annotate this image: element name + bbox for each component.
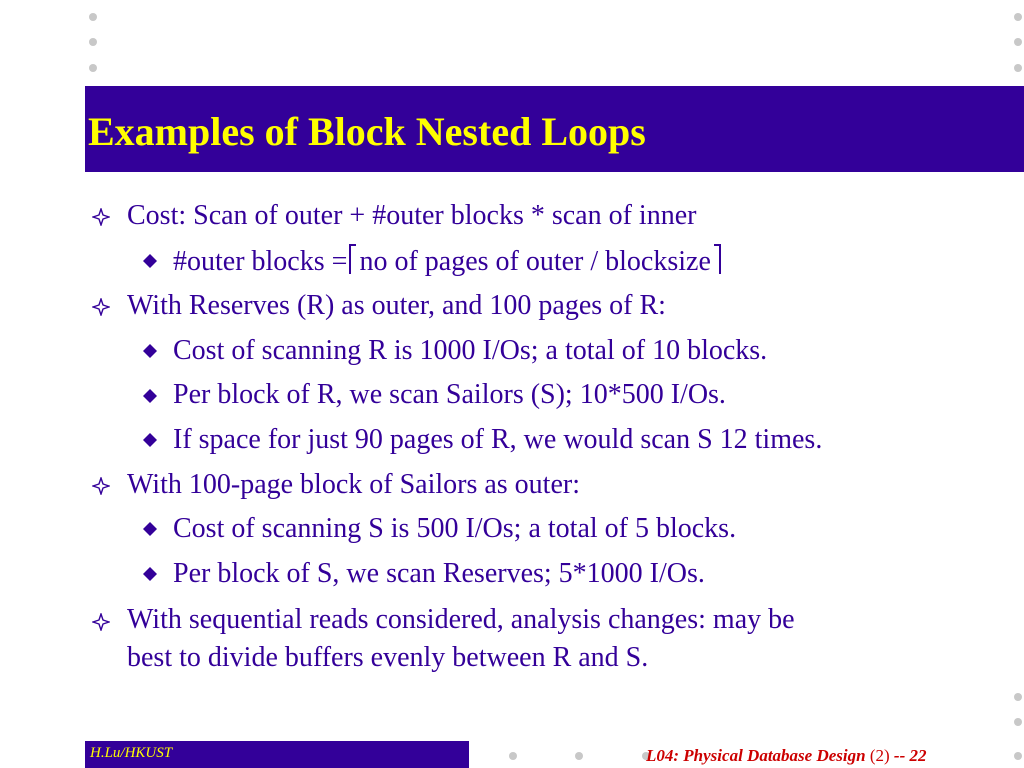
decor-dot <box>1014 13 1022 21</box>
four-point-star-icon <box>92 477 110 495</box>
four-point-star-icon <box>92 298 110 316</box>
sub-bullet-prefix: #outer blocks = <box>173 246 348 277</box>
slide-title: Examples of Block Nested Loops <box>88 109 646 154</box>
sub-bullet-text: If space for just 90 pages of R, we would scan S 12 times. <box>173 424 823 455</box>
sub-bullet-formula: no of pages of outer / blocksize <box>359 246 711 277</box>
decor-dot <box>89 13 97 21</box>
sub-bullet-text <box>173 244 723 278</box>
ceiling-right-icon <box>714 244 721 274</box>
bullet-text: With 100-page block of Sailors as outer: <box>127 469 580 500</box>
page-number: 22 <box>909 746 927 765</box>
footer-separator: -- <box>893 746 906 765</box>
bullet-text-continued: best to divide buffers evenly between R and S. <box>127 642 649 673</box>
bullet-text: Cost: Scan of outer + #outer blocks * scan of inner <box>127 200 697 231</box>
diamond-icon <box>143 567 157 581</box>
footer-part: (2) <box>869 746 890 765</box>
footer-slide-info <box>646 746 926 766</box>
bullet-text: With sequential reads considered, analysis changes: may be <box>127 604 795 635</box>
decor-dot <box>509 752 517 760</box>
four-point-star-icon <box>92 613 110 631</box>
diamond-icon <box>143 389 157 403</box>
decor-dot <box>1014 718 1022 726</box>
sub-bullet-text: Per block of S, we scan Reserves; 5*1000 I/Os. <box>173 558 705 589</box>
diamond-icon <box>143 344 157 358</box>
decor-dot <box>89 38 97 46</box>
decor-dot <box>1014 752 1022 760</box>
sub-bullet-text: Cost of scanning R is 1000 I/Os; a total of 10 blocks. <box>173 335 768 366</box>
footer-author: H.Lu/HKUST <box>90 745 173 761</box>
decor-dot <box>89 64 97 72</box>
sub-bullet-text: Cost of scanning S is 500 I/Os; a total of 5 blocks. <box>173 513 737 544</box>
diamond-icon <box>143 254 157 268</box>
four-point-star-icon <box>92 208 110 226</box>
diamond-icon <box>143 522 157 536</box>
diamond-icon <box>143 433 157 447</box>
decor-dot <box>1014 693 1022 701</box>
ceiling-left-icon <box>349 244 356 274</box>
decor-dot <box>1014 38 1022 46</box>
decor-dot <box>1014 64 1022 72</box>
sub-bullet-text: Per block of R, we scan Sailors (S); 10*500 I/Os. <box>173 379 726 410</box>
footer-course: L04: Physical Database Design <box>646 746 866 765</box>
bullet-text: With Reserves (R) as outer, and 100 pages of R: <box>127 290 666 321</box>
decor-dot <box>575 752 583 760</box>
